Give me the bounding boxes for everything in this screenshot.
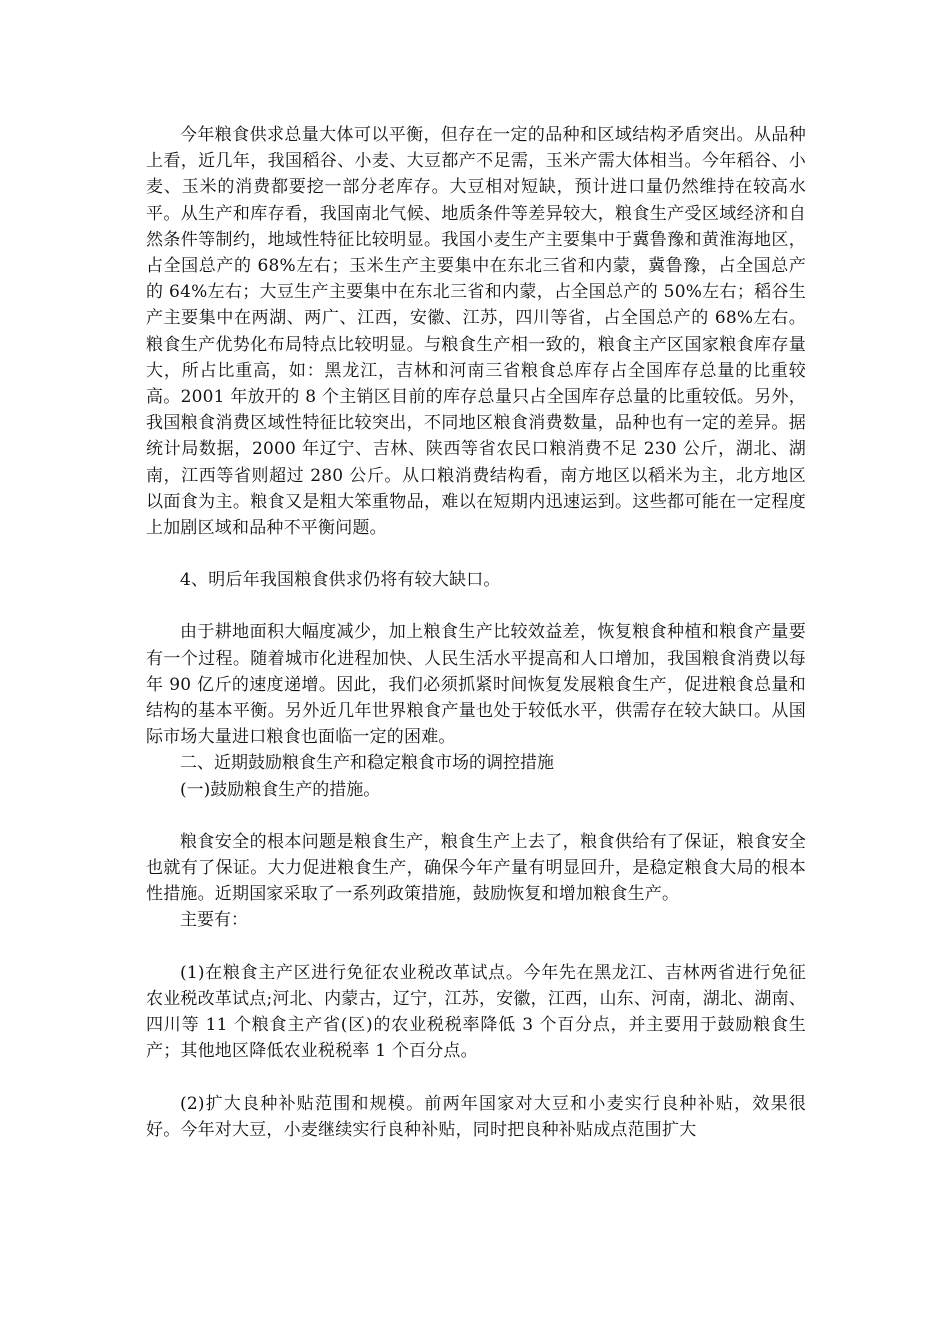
paragraph-supply-gap: 由于耕地面积大幅度减少，加上粮食生产比较效益差，恢复粮食种植和粮食产量要有一个过程。随着城市化进程加快、人民生活水平提高和人口增加，我国粮食消费以每年 90 亿斤的速度递增。因此，我们必须抓紧时间恢复发展粮食生产，促进粮食总量和结构的基本平衡。另外近几年世界粮食产量也处于较低水平，供需存在较大缺口。从国际市场大量进口粮食也面临一定的困难。 <box>146 622 806 748</box>
paragraph-supply-structure: 今年粮食供求总量大体可以平衡，但存在一定的品种和区域结构矛盾突出。从品种上看，近几年，我国稻谷、小麦、大豆都产不足需，玉米产需大体相当。今年稻谷、小麦、玉米的消费都要挖一部分老库存。大豆相对短缺，预计进口量仍然维持在较高水平。从生产和库存看，我国南北气候、地质条件等差异较大，粮食生产受区域经济和自然条件等制约，地域性特征比较明显。我国小麦生产主要集中于冀鲁豫和黄淮海地区，占全国总产的 68%左右；玉米生产主要集中在东北三省和内蒙，冀鲁豫，占全国总产的 64%左右；大豆生产主要集中在东北三省和内蒙，占全国总产的 50%左右；稻谷生产主要集中在两湖、两广、江西，安徽、江苏，四川等省，占全国总产的 68%左右。粮食生产优势化布局特点比较明显。与粮食生产相一致的，粮食主产区国家粮食库存量大，所占比重高，如：黑龙江，吉林和河南三省粮食总库存占全国库存总量的比重较高。2001 年放开的 8 个主销区目前的库存总量只占全国库存总量的比重较低。另外，我国粮食消费区域性特征比较突出，不同地区粮食消费数量，品种也有一定的差异。据统计局数据，2000 年辽宁、吉林、陕西等省农民口粮消费不足 230 公斤，湖北、湖南，江西等省则超过 280 公斤。从口粮消费结构看，南方地区以稻米为主，北方地区以面食为主。粮食又是粗大笨重物品，难以在短期内迅速运到。这些都可能在一定程度上加剧区域和品种不平衡问题。 <box>146 125 806 539</box>
document-body <box>146 122 806 1143</box>
paragraph-main-measures-label: 主要有： <box>180 910 248 931</box>
section-heading-measures: 二、近期鼓励粮食生产和稳定粮食市场的调控措施 <box>180 753 554 774</box>
paragraph-supply-gap-heading: 4、明后年我国粮食供求仍将有较大缺口。 <box>180 570 501 591</box>
paragraph-measure-1: (1)在粮食主产区进行免征农业税改革试点。今年先在黑龙江、吉林两省进行免征农业税改革试点;河北、内蒙古，辽宁，江苏，安徽，江西，山东、河南，湖北、湖南、四川等 11 个粮食主产省(区)的农业税税率降低 3 个百分点，并主要用于鼓励粮食生产；其他地区降低农业税税率 1 个百分点。 <box>146 962 806 1062</box>
paragraph-measure-2: (2)扩大良种补贴范围和规模。前两年国家对大豆和小麦实行良种补贴，效果很好。今年对大豆，小麦继续实行良种补贴，同时把良种补贴成点范围扩大 <box>146 1093 806 1140</box>
subsection-heading-encourage-production: (一)鼓励粮食生产的措施。 <box>180 779 381 800</box>
paragraph-food-security: 粮食安全的根本问题是粮食生产，粮食生产上去了，粮食供给有了保证，粮食安全也就有了保证。大力促进粮食生产，确保今年产量有明显回升，是稳定粮食大局的根本性措施。近期国家采取了一系列政策措施，鼓励恢复和增加粮食生产。 <box>146 831 806 905</box>
